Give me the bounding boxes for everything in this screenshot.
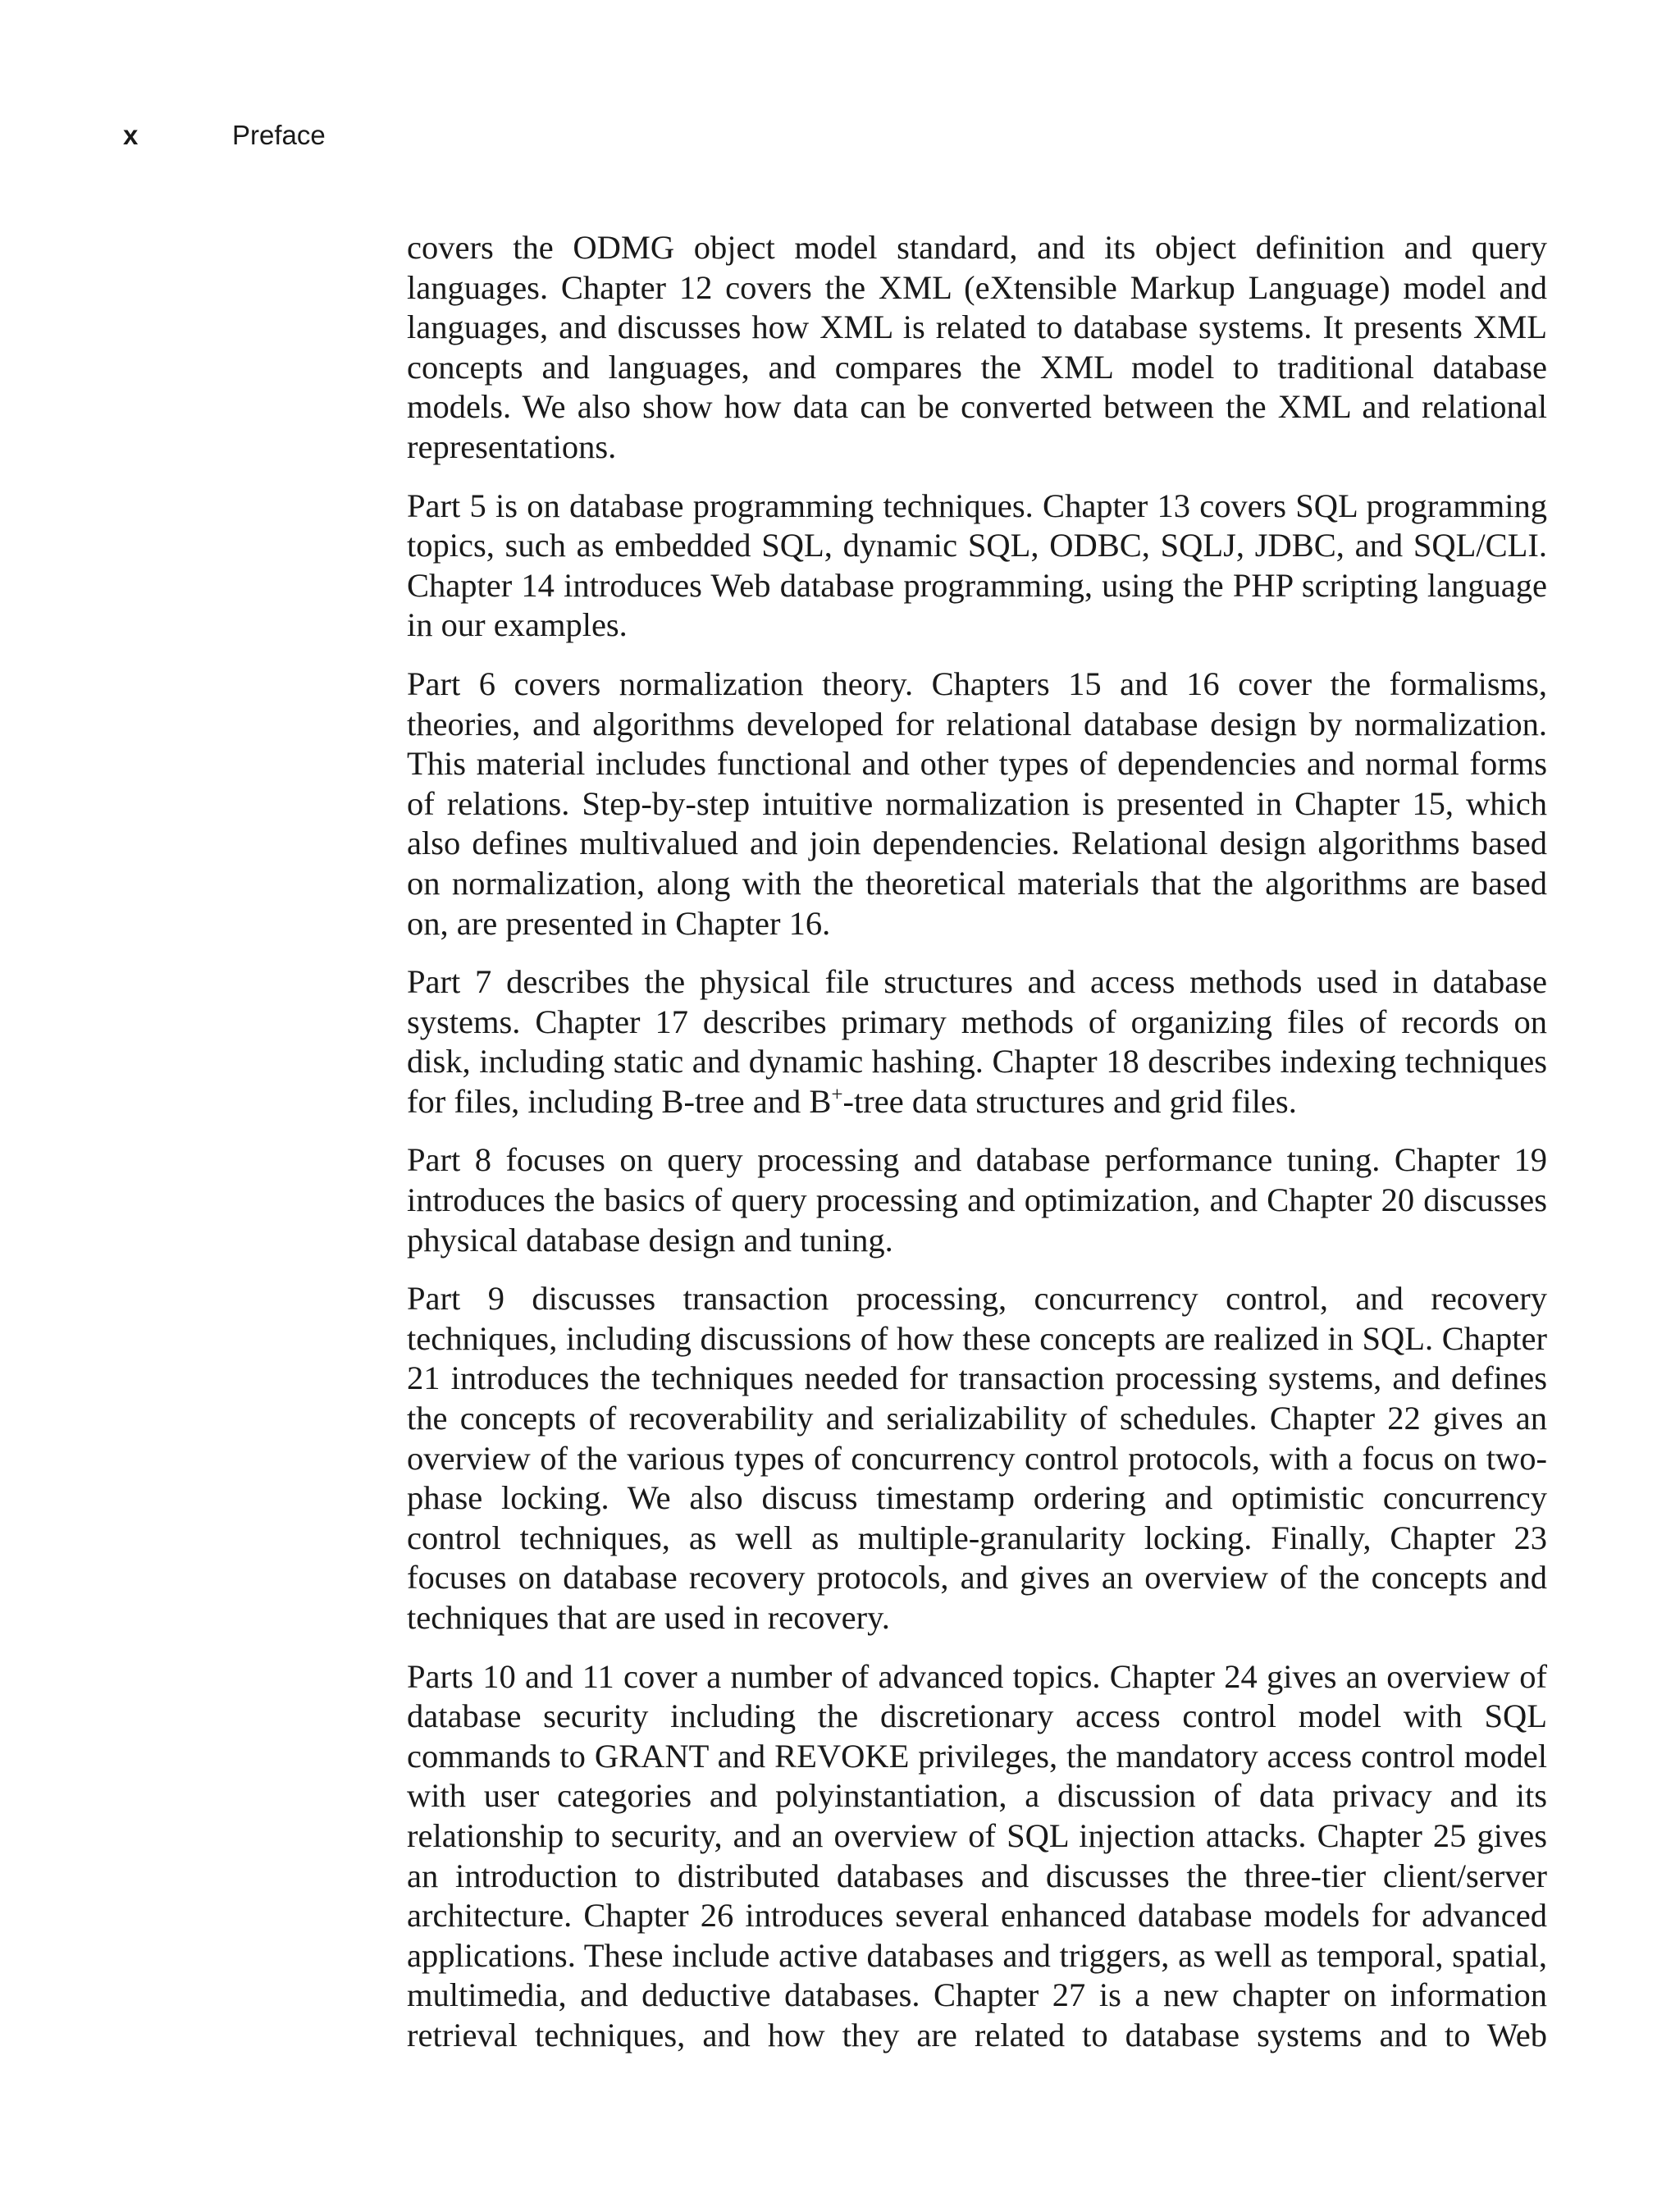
part-7-text: Part 7 describes the physical file structures and access methods used in database systems. Chapter 17 describes primary methods of organizing files of records on disk, including static and dynamic hashing. Chapter 18 describes indexing techniques for files, including B-tree and B (407, 963, 1547, 1120)
paragraph-part-5: Part 5 is on database programming techniques. Chapter 13 covers SQL programming topics, such as embedded SQL, dynamic SQL, ODBC, SQLJ, JDBC, and SQL/CLI. Chapter 14 introduces Web database programming, using the PHP scripting language in our examples. (407, 487, 1547, 644)
paragraph-parts-10-11: Parts 10 and 11 cover a number of advanced topics. Chapter 24 gives an overview of database security including the discretionary access control model with SQL commands to GRANT and REVOKE privileges, the mandatory access control model with user categories and polyinstantiation, a discussion of data privacy and its relationship to security, and an overview of SQL injection attacks. Chapter 25 gives an introduction to distributed databases and discusses the three-tier client/server architecture. Chapter 26 introduces several enhanced database models for advanced applications. These include active databases and triggers, as well as temporal, spatial, multimedia, and deductive databases. Chapter 27 is a new chapter on information retrieval techniques, and how they are related to database systems and to Web (407, 1657, 1547, 2054)
body-text (407, 228, 1547, 2056)
page-number: x (123, 120, 139, 150)
running-title: Preface (232, 120, 326, 150)
part-7-text-end: -tree data structures and grid files. (842, 1082, 1297, 1120)
paragraph-part-8: Part 8 focuses on query processing and database performance tuning. Chapter 19 introduces the basics of query processing and optimization, and Chapter 20 discusses physical database design and tuning. (407, 1141, 1547, 1259)
paragraph-part-9: Part 9 discusses transaction processing, concurrency control, and recovery techniques, including discussions of how these concepts are realized in SQL. Chapter 21 introduces the techniques needed for transaction processing systems, and defines the concepts of recoverability and serializability of schedules. Chapter 22 gives an overview of the various types of concurrency control protocols, with a focus on two-phase locking. We also discuss timestamp ordering and optimistic concurrency control techniques, as well as multiple-granularity locking. Finally, Chapter 23 focuses on database recovery protocols, and gives an overview of the concepts and techniques that are used in recovery. (407, 1280, 1547, 1636)
b-plus-superscript: + (831, 1084, 843, 1107)
paragraph-part-6: Part 6 covers normalization theory. Chapters 15 and 16 cover the formalisms, theories, and algorithms developed for relational database design by normalization. This material includes functional and other types of dependencies and normal forms of relations. Step-by-step intuitive normalization is presented in Chapter 15, which also defines multivalued and join dependencies. Relational design algorithms based on normalization, along with the theoretical materials that the algorithms are based on, are presented in Chapter 16. (407, 665, 1547, 942)
paragraph-part-7 (407, 962, 1547, 1122)
paragraph-odmg-xml: covers the ODMG object model standard, and its object definition and query languages. Chapter 12 covers the XML (eXtensible Markup Language) model and languages, and discusses how XML is related to database systems. It presents XML concepts and languages, and compares the XML model to traditional database models. We also show how data can be converted between the XML and relational representations. (407, 229, 1547, 465)
